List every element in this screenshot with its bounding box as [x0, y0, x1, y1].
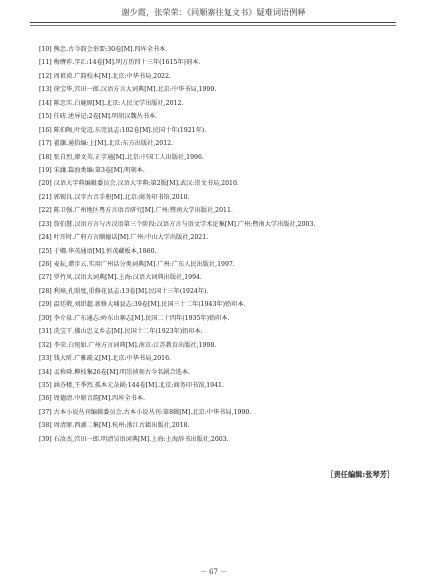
running-header: 谢少霞，张荣荣：《同顺寨往复文书》疑难词语例释: [121, 7, 306, 17]
reference-item: [24] 叶开时.广府方言顺德话[M].广州:中山大学出版社,2021.: [39, 234, 209, 242]
reference-item: [34] 孟称舜.柳枝集26卷[M].明崇祯刻古今名剧合选本.: [39, 368, 190, 376]
reference-item: [30] 李介泉.广东通志:岭东山寨志[M].民国二十四年(1935年)铅印本.: [39, 314, 230, 322]
reference-item: [21] 郭锡良.汉字古音手册[M].北京:商务印书馆,2010.: [39, 193, 190, 201]
reference-item: [10] 熊忠.古今韵会举要:30卷[M].四库全书本.: [39, 46, 168, 53]
reference-item: [35] 涵芬楼,王季烈.孤本元杂剧:144卷[M].北京:商务印书馆,1941.: [39, 381, 224, 389]
reference-item: [26] 麦耘,谭步云.实用广州话分类词典[M].广州:广东人民出版社,1997.: [39, 261, 235, 268]
reference-item: [37] 古本小说丛刊编辑委员会.古本小说丛刊:第8辑[M].北京:中华书局,1990.: [39, 408, 252, 416]
reference-item: [31] 冼宝干.佛山忠义乡志[M].民国十二年(1923年)铅印本.: [39, 328, 203, 336]
reference-item: [22] 陈卫强.广州地区粤方言语音研究[M].广州:暨南大学出版社,2011.: [39, 207, 233, 215]
reference-item: [32] 李荣.白宛如.广州方言词典[M].南京:江苏教育出版社,1998.: [39, 341, 217, 349]
reference-item: [23] 詹伯慧.汉语方言与古汉语第三个阶段:汉语方言与语文学术论集[M].广州:暨南大学出版社,2003.: [39, 220, 316, 228]
reference-item: [29] 温廷敬,刘织超.新修大埔县志:39卷[M].民国三十二年(1943年)铅印本.: [39, 301, 246, 309]
reference-item: [38] 周清原.西湖二集[M].杭州:浙江古籍出版社,2018.: [39, 422, 190, 430]
editor-note: ［责任编辑:张琴芳］: [326, 470, 394, 479]
header-rule-thick: [30, 22, 396, 23]
reference-item: [25] 于卿.华英通语[M].恒茂藏板本,1860.: [39, 247, 157, 255]
reference-list: [39, 43, 399, 446]
reference-item: [17] 翟灏.通俗编:上[M].北京:东方出版社,2012.: [39, 140, 174, 148]
reference-item: [39] 石汝杰,宫田一郎.明清吴语词典[M].上海:上海辞书出版社,2003.: [39, 435, 229, 443]
reference-item: [19] 宋濂.篇海类编:第3卷[M].明刻本.: [39, 166, 145, 174]
reference-item: [20] 汉语大字典编辑委员会.汉语大字典:第2版[M].武汉:崇文书局,2010.: [39, 180, 239, 188]
header-rule-thin: [30, 25, 396, 26]
reference-item: [13] 徐宝华,宫田一郎.汉语方言大词典[M].北京:中华书局,1999.: [39, 86, 217, 94]
reference-item: [12] 周祖谟.广韵校本[M].北京:中华书局,2022.: [39, 72, 171, 80]
reference-item: [33] 钱大昕.广雅疏义[M].北京:中华书局,2016.: [39, 355, 171, 363]
page-number: － 67 －: [199, 568, 228, 576]
reference-item: [16] 陈伯陶,叶觉迈.东莞县志:102卷[M].民国十年(1921年).: [39, 126, 207, 134]
reference-item: [36] 周德清.中原音韵[M].四库全书本.: [39, 395, 145, 403]
reference-item: [28] 利璋,孔昭度,重修花县志:13卷[M].民国十三年(1924年).: [39, 287, 209, 295]
reference-item: [27] 罗竹风.汉语大词典[M].上海:汉语大词典出版社,1994.: [39, 274, 202, 282]
reference-item: [14] 陈忠实.白鹿原[M].北京:人民文学出版社,2012.: [39, 99, 184, 107]
reference-item: [15] 任昉.述异记:2卷[M].明胡汉魏丛书本.: [39, 113, 158, 121]
reference-item: [11] 梅膺祚.字汇:14卷[M].明万历四十三年(1615年)刻本.: [39, 59, 201, 67]
reference-item: [18] 张自烈,廖文英.正字通[M].北京:中国工人出版社,1996.: [39, 153, 204, 161]
